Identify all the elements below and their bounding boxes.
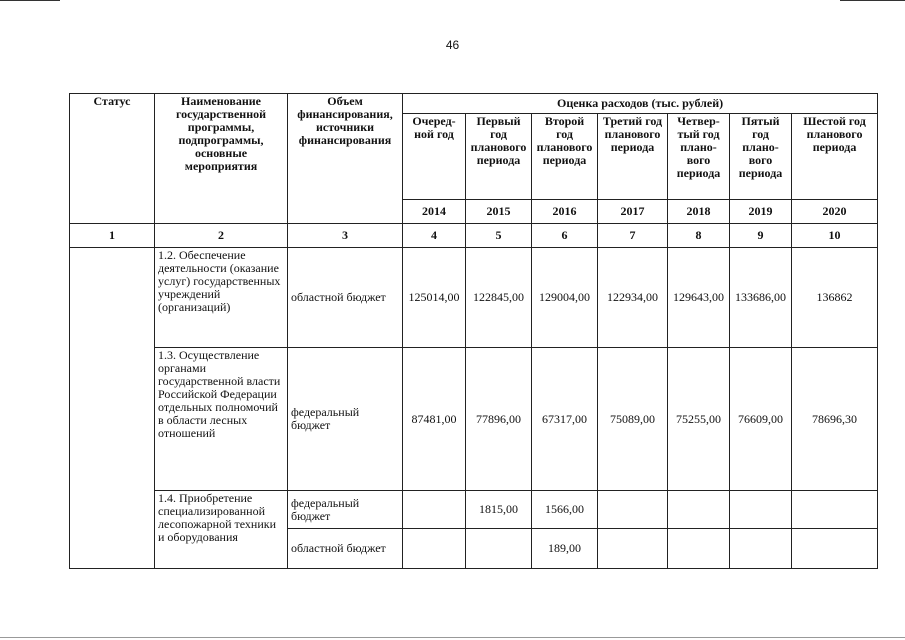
row-value: 78696,30 (792, 348, 878, 491)
header-period-1: Первый год планового периода (466, 114, 532, 200)
row-value: 1566,00 (532, 491, 598, 529)
scan-edge-top (0, 0, 60, 1)
row-value: 75089,00 (598, 348, 668, 491)
row-value (792, 529, 878, 569)
table-row (70, 248, 878, 348)
row-value (403, 491, 466, 529)
column-number: 7 (598, 224, 668, 248)
row-value: 76609,00 (730, 348, 792, 491)
row-value: 77896,00 (466, 348, 532, 491)
row-value: 67317,00 (532, 348, 598, 491)
column-number: 3 (288, 224, 403, 248)
column-number: 9 (730, 224, 792, 248)
row-value: 125014,00 (403, 248, 466, 348)
column-number: 5 (466, 224, 532, 248)
year-6: 2020 (792, 200, 878, 224)
status-cell (70, 248, 155, 569)
year-4: 2018 (668, 200, 730, 224)
header-name: Наименование государственной программы, подпрограммы, основные мероприятия (155, 94, 288, 224)
header-period-0: Очеред-ной год (403, 114, 466, 200)
row-source: федеральный бюджет (288, 348, 403, 491)
column-number: 2 (155, 224, 288, 248)
row-value (598, 529, 668, 569)
column-number: 10 (792, 224, 878, 248)
row-value (598, 491, 668, 529)
column-number: 6 (532, 224, 598, 248)
header-period-3: Третий год планового периода (598, 114, 668, 200)
table-row (70, 491, 878, 529)
year-0: 2014 (403, 200, 466, 224)
page-number: 46 (445, 38, 460, 52)
header-period-5: Пятый год плано-вого периода (730, 114, 792, 200)
row-value: 122845,00 (466, 248, 532, 348)
column-number: 4 (403, 224, 466, 248)
column-number-row (70, 224, 878, 248)
row-value: 136862 (792, 248, 878, 348)
scan-edge-top-right (840, 0, 905, 1)
column-number: 1 (70, 224, 155, 248)
row-source: областной бюджет (288, 529, 403, 569)
year-3: 2017 (598, 200, 668, 224)
year-1: 2015 (466, 200, 532, 224)
row-value (466, 529, 532, 569)
row-value: 1815,00 (466, 491, 532, 529)
header-period-4: Четвер-тый год плано-вого периода (668, 114, 730, 200)
header-period-2: Второй год планового периода (532, 114, 598, 200)
row-value (668, 491, 730, 529)
row-source: областной бюджет (288, 248, 403, 348)
row-value: 129004,00 (532, 248, 598, 348)
row-value (730, 529, 792, 569)
row-value (668, 529, 730, 569)
header-period-6: Шестой год планового периода (792, 114, 878, 200)
table-row (70, 348, 878, 491)
row-value: 133686,00 (730, 248, 792, 348)
header-estimate: Оценка расходов (тыс. рублей) (403, 94, 878, 114)
row-name: 1.2. Обеспечение деятельности (оказание услуг) государственных учреждений (организаций) (155, 248, 288, 348)
column-number: 8 (668, 224, 730, 248)
row-value: 75255,00 (668, 348, 730, 491)
row-value (730, 491, 792, 529)
row-name: 1.3. Осуществление органами государственной власти Российской Федерации отдельных полномочий в области лесных отношений (155, 348, 288, 491)
year-2: 2016 (532, 200, 598, 224)
row-name: 1.4. Приобретение специализированной лесопожарной техники и оборудования (155, 491, 288, 569)
row-value: 122934,00 (598, 248, 668, 348)
row-value: 129643,00 (668, 248, 730, 348)
row-value (792, 491, 878, 529)
row-value: 87481,00 (403, 348, 466, 491)
budget-table (69, 93, 878, 569)
row-source: федеральный бюджет (288, 491, 403, 529)
row-value (403, 529, 466, 569)
header-status: Статус (70, 94, 155, 224)
header-row-top (70, 94, 878, 114)
year-5: 2019 (730, 200, 792, 224)
row-value: 189,00 (532, 529, 598, 569)
header-volume: Объем финансирования, источники финансирования (288, 94, 403, 224)
scan-edge-bottom (0, 637, 905, 638)
